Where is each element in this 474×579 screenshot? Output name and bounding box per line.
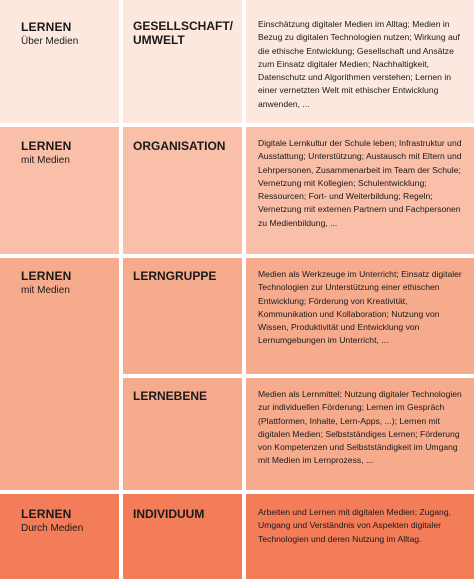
row-2-mid-cell [123,127,242,254]
column-divider-2 [242,0,246,579]
row-3b-mid-cell [123,378,242,490]
row-3a-mid-cell [123,258,242,374]
row-1-left-title: LERNEN [21,20,72,34]
row-4-description: Arbeiten und Lernen mit digitalen Medien; Zugang, Umgang und Verständnis von Aspekten digitaler Technologien und deren Nutzung im Alltag. [258,507,452,544]
row-3-left-cell [0,258,119,490]
row-3a-mid-title: LERNGRUPPE [133,269,217,283]
row-4-mid-cell [123,494,242,579]
row-3-left-subtitle: mit Medien [21,285,70,296]
row-1-left-subtitle: Über Medien [21,36,79,47]
row-3-left-title: LERNEN [21,269,72,283]
row-1 [0,0,474,123]
row-2-description: Digitale Lernkultur der Schule leben; Infrastruktur und Ausstattung; Unterstützung; Austausch mit Eltern und Lehrpersonen, Zusammenarbeit im Team der Schule; Vernetzung mit Kollegien; Schulentwicklung; Ressourcen; Fort- und Weiterbildung; Regeln; Vernetzung mit externen Partnern und Fachpersonen zu Medienbildung, ... [258,138,462,228]
row-1-desc-cell [246,0,474,123]
row-2-mid-title: ORGANISATION [133,139,226,153]
row-2 [0,127,474,254]
row-4-desc-cell [246,494,474,579]
row-3 [0,258,474,490]
row-4-mid-title: INDIVIDUUM [133,507,205,521]
row-2-left-title: LERNEN [21,139,72,153]
row-3-sub-divider [123,374,474,378]
row-1-mid-title: GESELLSCHAFT/ UMWELT [133,19,234,47]
row-4-left-title: LERNEN [21,507,72,521]
column-divider-1 [119,0,123,579]
row-2-left-cell [0,127,119,254]
row-4 [0,494,474,579]
row-1-left-cell [0,0,119,123]
row-4-left-cell [0,494,119,579]
row-3b-description: Medien als Lernmittel; Nutzung digitaler Technologien zur individuellen Förderung; Lernen im Gespräch (Plattformen, Inhalte, Lern-Apps, ...); Lernen mit digitalen Medien; Selbstständiges Lernen; Förderung von Kompetenzen und Selbstständigkeit im Umgang mit Medien im Lernprozess, ... [258,389,462,466]
row-1-mid-cell [123,0,242,123]
row-1-description: Einschätzung digitaler Medien im Alltag; Medien in Bezug zu digitalen Technologien nutzen; Wirkung auf die ethische Entwicklung; Gesellschaft und Ansätze zum Einsatz digitaler Medien; Nachhaltigkeit, Datenschutz und Algorithmen verstehen; Lernen in einer vernetzten Welt mit ethischer Entwicklung anwenden, ... [258,19,460,109]
row-3b-mid-title: LERNEBENE [133,389,208,403]
row-3b-desc-cell [246,378,474,490]
row-4-left-subtitle: Durch Medien [21,523,84,534]
row-2-desc-cell [246,127,474,254]
row-3a-description: Medien als Werkzeuge im Unterricht; Einsatz digitaler Technologien zur Unterstützung einer ethischen Entwicklung; Förderung von Kreativität, Kommunikation und Kollaboration; Nutzung von Wissen, Produktivität und Entwicklung von Lernumgebungen im Unterricht, ... [258,269,462,346]
row-2-left-subtitle: mit Medien [21,155,70,166]
row-3a-desc-cell [246,258,474,374]
